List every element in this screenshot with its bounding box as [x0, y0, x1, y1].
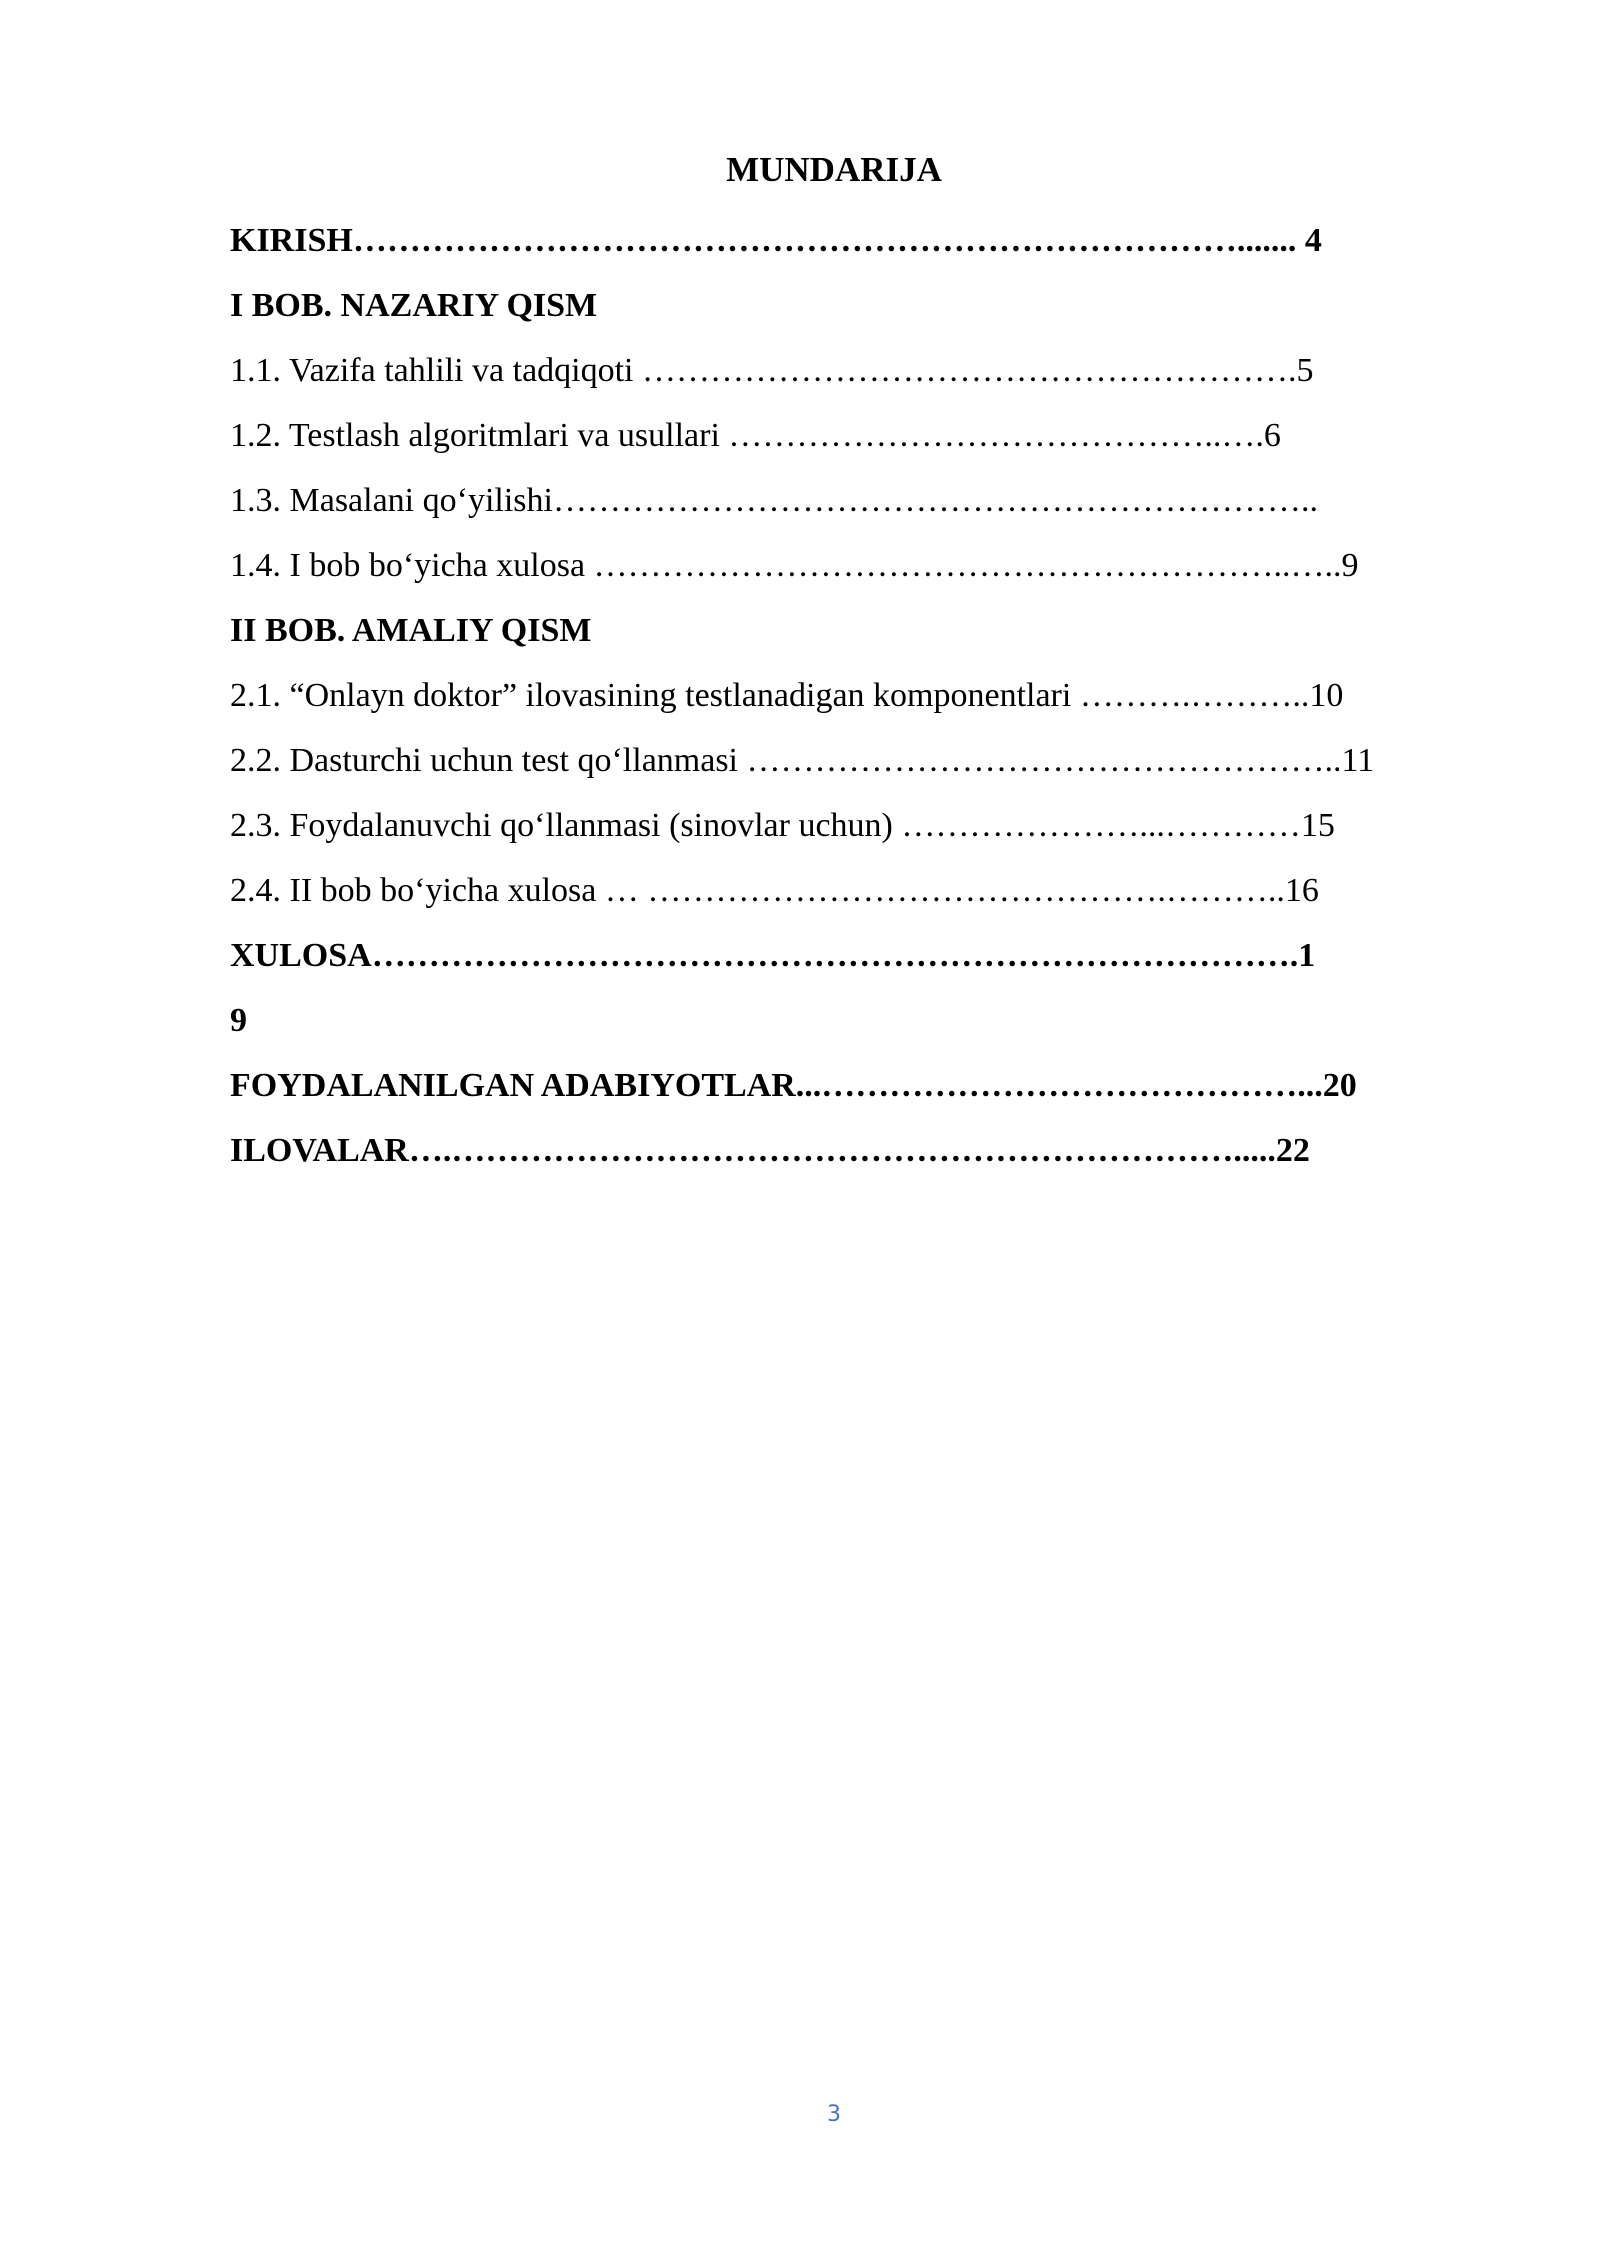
toc-entry-1-2: 1.2. Testlash algoritmlari va usullari ……………………………………..….6: [230, 417, 1281, 454]
toc-entry-2-3: 2.3. Foydalanuvchi qo‘llanmasi (sinovlar uchun) …………………...…………15: [230, 807, 1335, 844]
toc-entry-2-1: 2.1. “Onlayn doktor” ilovasining testlanadigan komponentlari ……….………..10: [230, 677, 1344, 714]
toc-entry-2-4: 2.4. II bob bo‘yicha xulosa … ……………………………………….………..16: [230, 872, 1319, 909]
toc-entry-xulosa-page-wrap: 9: [230, 1002, 247, 1039]
toc-chapter-2-heading: II BOB. AMALIY QISM: [230, 612, 592, 649]
page-title: MUNDARIJA: [726, 150, 942, 189]
page-number: 3: [827, 2102, 841, 2127]
toc-entry-1-4: 1.4. I bob bo‘yicha xulosa ……………………………………………………..…..9: [230, 547, 1359, 584]
toc-entry-adabiyotlar: FOYDALANILGAN ADABIYOTLAR...……………………………………...20: [230, 1067, 1357, 1104]
toc-entry-1-1: 1.1. Vazifa tahlili va tadqiqoti ………………………………………………….5: [230, 352, 1314, 389]
toc-entry-kirish: KIRISH……………………………………………………………………....... 4: [230, 222, 1322, 259]
toc-chapter-1-heading: I BOB. NAZARIY QISM: [230, 287, 598, 324]
toc-entry-1-3: 1.3. Masalani qo‘yilishi…………………………………………………………..: [230, 482, 1318, 519]
toc-entry-ilovalar: ILOVALAR….…………………………………………………………….....22: [230, 1132, 1310, 1169]
toc-entry-2-2: 2.2. Dasturchi uchun test qo‘llanmasi ……………………………………………..11: [230, 742, 1375, 779]
toc-entry-xulosa: XULOSA……………………………………………………………………….1: [230, 937, 1316, 974]
